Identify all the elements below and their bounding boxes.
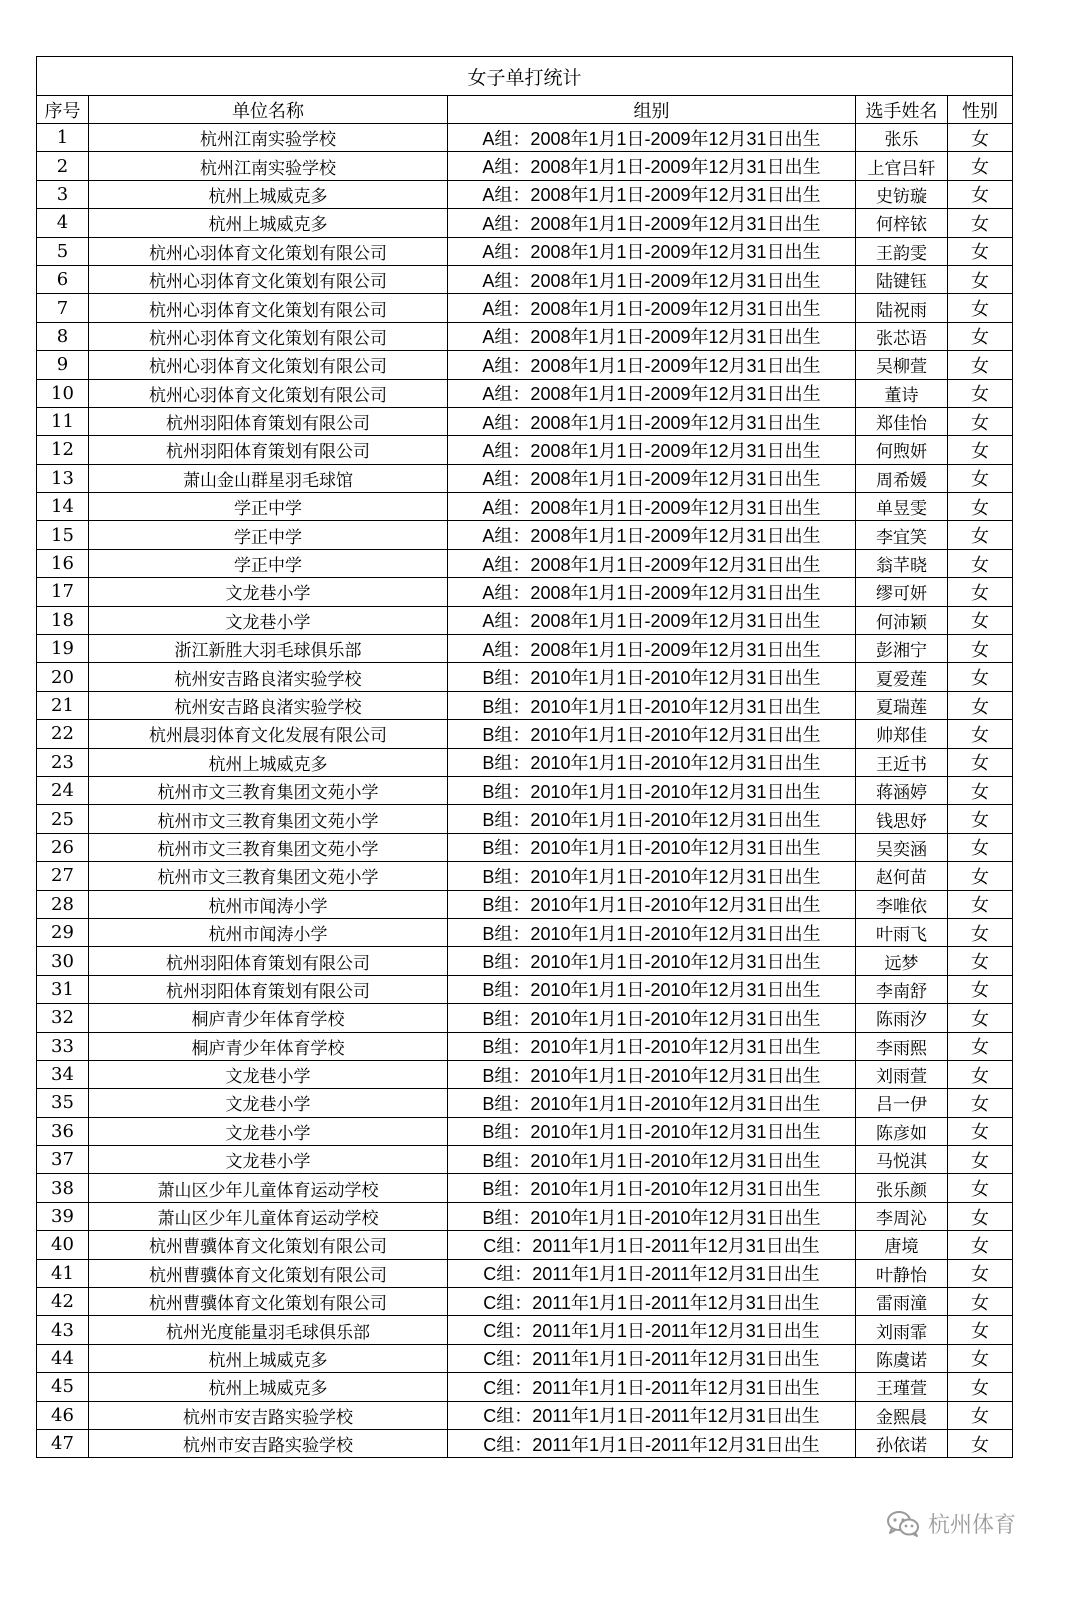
player-name-cell: 王韵雯 — [856, 237, 948, 265]
gender-cell: 女 — [948, 776, 1013, 804]
results-table — [36, 56, 1013, 1458]
table-row — [37, 180, 1013, 208]
unit-name-cell: 杭州上城威克多 — [89, 1344, 448, 1372]
player-name-cell: 刘雨萱 — [856, 1060, 948, 1088]
table-row — [37, 407, 1013, 435]
table-row — [37, 947, 1013, 975]
table-row — [37, 663, 1013, 691]
header-gender: 性别 — [948, 96, 1013, 124]
group-cell: A组：2008年1月1日-2009年12月31日出生 — [448, 152, 856, 180]
group-cell: C组：2011年1月1日-2011年12月31日出生 — [448, 1259, 856, 1287]
group-cell: B组：2010年1月1日-2010年12月31日出生 — [448, 975, 856, 1003]
table-row — [37, 237, 1013, 265]
group-cell: B组：2010年1月1日-2010年12月31日出生 — [448, 1117, 856, 1145]
table-row — [37, 436, 1013, 464]
group-cell: B组：2010年1月1日-2010年12月31日出生 — [448, 1202, 856, 1230]
table-row — [37, 1429, 1013, 1457]
table-row — [37, 748, 1013, 776]
row-index-cell: 28 — [37, 890, 89, 918]
unit-name-cell: 杭州市文三教育集团文苑小学 — [89, 833, 448, 861]
table-row — [37, 1202, 1013, 1230]
table-row — [37, 1117, 1013, 1145]
gender-cell: 女 — [948, 578, 1013, 606]
player-name-cell: 夏瑞莲 — [856, 691, 948, 719]
group-cell: A组：2008年1月1日-2009年12月31日出生 — [448, 265, 856, 293]
unit-name-cell: 杭州市安吉路实验学校 — [89, 1429, 448, 1457]
table-body — [37, 124, 1013, 1458]
header-player-name: 选手姓名 — [856, 96, 948, 124]
unit-name-cell: 杭州市安吉路实验学校 — [89, 1401, 448, 1429]
player-name-cell: 李南舒 — [856, 975, 948, 1003]
player-name-cell: 唐境 — [856, 1231, 948, 1259]
gender-cell: 女 — [948, 606, 1013, 634]
table-title: 女子单打统计 — [37, 57, 1013, 96]
player-name-cell: 彭湘宁 — [856, 635, 948, 663]
gender-cell: 女 — [948, 1117, 1013, 1145]
player-name-cell: 周希媛 — [856, 464, 948, 492]
player-name-cell: 史钫璇 — [856, 180, 948, 208]
player-name-cell: 何沛颖 — [856, 606, 948, 634]
table-row — [37, 1288, 1013, 1316]
group-cell: A组：2008年1月1日-2009年12月31日出生 — [448, 436, 856, 464]
player-name-cell: 刘雨霏 — [856, 1316, 948, 1344]
gender-cell: 女 — [948, 805, 1013, 833]
row-index-cell: 30 — [37, 947, 89, 975]
header-row — [37, 96, 1013, 124]
row-index-cell: 31 — [37, 975, 89, 1003]
group-cell: A组：2008年1月1日-2009年12月31日出生 — [448, 124, 856, 152]
table-row — [37, 833, 1013, 861]
row-index-cell: 39 — [37, 1202, 89, 1230]
group-cell: C组：2011年1月1日-2011年12月31日出生 — [448, 1373, 856, 1401]
gender-cell: 女 — [948, 351, 1013, 379]
player-name-cell: 陈雨汐 — [856, 1004, 948, 1032]
group-cell: B组：2010年1月1日-2010年12月31日出生 — [448, 805, 856, 833]
group-cell: A组：2008年1月1日-2009年12月31日出生 — [448, 521, 856, 549]
unit-name-cell: 杭州心羽体育文化策划有限公司 — [89, 322, 448, 350]
player-name-cell: 远梦 — [856, 947, 948, 975]
player-name-cell: 雷雨潼 — [856, 1288, 948, 1316]
row-index-cell: 37 — [37, 1146, 89, 1174]
row-index-cell: 16 — [37, 549, 89, 577]
watermark — [886, 1508, 1016, 1539]
gender-cell: 女 — [948, 691, 1013, 719]
group-cell: C组：2011年1月1日-2011年12月31日出生 — [448, 1344, 856, 1372]
gender-cell: 女 — [948, 720, 1013, 748]
gender-cell: 女 — [948, 180, 1013, 208]
row-index-cell: 10 — [37, 379, 89, 407]
unit-name-cell: 杭州心羽体育文化策划有限公司 — [89, 237, 448, 265]
row-index-cell: 38 — [37, 1174, 89, 1202]
row-index-cell: 20 — [37, 663, 89, 691]
table-row — [37, 322, 1013, 350]
player-name-cell: 吴奕涵 — [856, 833, 948, 861]
header-group: 组别 — [448, 96, 856, 124]
row-index-cell: 40 — [37, 1231, 89, 1259]
group-cell: B组：2010年1月1日-2010年12月31日出生 — [448, 947, 856, 975]
table-row — [37, 1032, 1013, 1060]
table-row — [37, 776, 1013, 804]
row-index-cell: 11 — [37, 407, 89, 435]
unit-name-cell: 文龙巷小学 — [89, 1146, 448, 1174]
group-cell: C组：2011年1月1日-2011年12月31日出生 — [448, 1316, 856, 1344]
table-row — [37, 606, 1013, 634]
gender-cell: 女 — [948, 1373, 1013, 1401]
player-name-cell: 陈彦如 — [856, 1117, 948, 1145]
unit-name-cell: 杭州羽阳体育策划有限公司 — [89, 436, 448, 464]
row-index-cell: 41 — [37, 1259, 89, 1287]
unit-name-cell: 杭州羽阳体育策划有限公司 — [89, 947, 448, 975]
group-cell: A组：2008年1月1日-2009年12月31日出生 — [448, 379, 856, 407]
gender-cell: 女 — [948, 436, 1013, 464]
gender-cell: 女 — [948, 1401, 1013, 1429]
table-row — [37, 1316, 1013, 1344]
gender-cell: 女 — [948, 918, 1013, 946]
table-row — [37, 1089, 1013, 1117]
player-name-cell: 李雨熙 — [856, 1032, 948, 1060]
table-row — [37, 1373, 1013, 1401]
player-name-cell: 蒋涵婷 — [856, 776, 948, 804]
player-name-cell: 赵何苗 — [856, 862, 948, 890]
unit-name-cell: 杭州曹骥体育文化策划有限公司 — [89, 1288, 448, 1316]
row-index-cell: 5 — [37, 237, 89, 265]
gender-cell: 女 — [948, 862, 1013, 890]
gender-cell: 女 — [948, 1231, 1013, 1259]
player-name-cell: 李周沁 — [856, 1202, 948, 1230]
unit-name-cell: 萧山金山群星羽毛球馆 — [89, 464, 448, 492]
table-row — [37, 265, 1013, 293]
row-index-cell: 45 — [37, 1373, 89, 1401]
group-cell: A组：2008年1月1日-2009年12月31日出生 — [448, 209, 856, 237]
unit-name-cell: 文龙巷小学 — [89, 1117, 448, 1145]
unit-name-cell: 学正中学 — [89, 521, 448, 549]
group-cell: A组：2008年1月1日-2009年12月31日出生 — [448, 549, 856, 577]
row-index-cell: 3 — [37, 180, 89, 208]
unit-name-cell: 萧山区少年儿童体育运动学校 — [89, 1202, 448, 1230]
row-index-cell: 19 — [37, 635, 89, 663]
row-index-cell: 9 — [37, 351, 89, 379]
unit-name-cell: 桐庐青少年体育学校 — [89, 1032, 448, 1060]
table-row — [37, 521, 1013, 549]
player-name-cell: 夏爱莲 — [856, 663, 948, 691]
unit-name-cell: 杭州上城威克多 — [89, 748, 448, 776]
row-index-cell: 15 — [37, 521, 89, 549]
row-index-cell: 13 — [37, 464, 89, 492]
gender-cell: 女 — [948, 407, 1013, 435]
unit-name-cell: 杭州心羽体育文化策划有限公司 — [89, 265, 448, 293]
table-row — [37, 1259, 1013, 1287]
gender-cell: 女 — [948, 947, 1013, 975]
player-name-cell: 张芯语 — [856, 322, 948, 350]
watermark-text: 杭州体育 — [927, 1513, 1016, 1538]
gender-cell: 女 — [948, 1174, 1013, 1202]
unit-name-cell: 杭州江南实验学校 — [89, 152, 448, 180]
player-name-cell: 何煦妍 — [856, 436, 948, 464]
row-index-cell: 23 — [37, 748, 89, 776]
player-name-cell: 帅郑佳 — [856, 720, 948, 748]
unit-name-cell: 杭州市文三教育集团文苑小学 — [89, 805, 448, 833]
table-row — [37, 152, 1013, 180]
unit-name-cell: 杭州羽阳体育策划有限公司 — [89, 975, 448, 1003]
gender-cell: 女 — [948, 1089, 1013, 1117]
table-row — [37, 1401, 1013, 1429]
row-index-cell: 24 — [37, 776, 89, 804]
row-index-cell: 27 — [37, 862, 89, 890]
unit-name-cell: 学正中学 — [89, 549, 448, 577]
group-cell: B组：2010年1月1日-2010年12月31日出生 — [448, 1032, 856, 1060]
gender-cell: 女 — [948, 1288, 1013, 1316]
unit-name-cell: 杭州市闻涛小学 — [89, 918, 448, 946]
player-name-cell: 何梓铱 — [856, 209, 948, 237]
group-cell: B组：2010年1月1日-2010年12月31日出生 — [448, 1146, 856, 1174]
group-cell: B组：2010年1月1日-2010年12月31日出生 — [448, 918, 856, 946]
player-name-cell: 陆键钰 — [856, 265, 948, 293]
group-cell: B组：2010年1月1日-2010年12月31日出生 — [448, 663, 856, 691]
unit-name-cell: 杭州曹骥体育文化策划有限公司 — [89, 1259, 448, 1287]
row-index-cell: 7 — [37, 294, 89, 322]
row-index-cell: 17 — [37, 578, 89, 606]
gender-cell: 女 — [948, 1429, 1013, 1457]
gender-cell: 女 — [948, 237, 1013, 265]
row-index-cell: 46 — [37, 1401, 89, 1429]
row-index-cell: 2 — [37, 152, 89, 180]
unit-name-cell: 文龙巷小学 — [89, 578, 448, 606]
row-index-cell: 1 — [37, 124, 89, 152]
player-name-cell: 吴柳萱 — [856, 351, 948, 379]
row-index-cell: 42 — [37, 1288, 89, 1316]
player-name-cell: 董诗 — [856, 379, 948, 407]
unit-name-cell: 杭州市闻涛小学 — [89, 890, 448, 918]
player-name-cell: 缪可妍 — [856, 578, 948, 606]
unit-name-cell: 杭州心羽体育文化策划有限公司 — [89, 294, 448, 322]
table-row — [37, 720, 1013, 748]
wechat-icon — [886, 1510, 920, 1538]
unit-name-cell: 萧山区少年儿童体育运动学校 — [89, 1174, 448, 1202]
gender-cell: 女 — [948, 890, 1013, 918]
table-row — [37, 1174, 1013, 1202]
group-cell: A组：2008年1月1日-2009年12月31日出生 — [448, 493, 856, 521]
unit-name-cell: 杭州市文三教育集团文苑小学 — [89, 862, 448, 890]
player-name-cell: 孙依诺 — [856, 1429, 948, 1457]
gender-cell: 女 — [948, 265, 1013, 293]
gender-cell: 女 — [948, 748, 1013, 776]
player-name-cell: 李唯依 — [856, 890, 948, 918]
group-cell: C组：2011年1月1日-2011年12月31日出生 — [448, 1231, 856, 1259]
group-cell: C组：2011年1月1日-2011年12月31日出生 — [448, 1429, 856, 1457]
unit-name-cell: 杭州市文三教育集团文苑小学 — [89, 776, 448, 804]
group-cell: B组：2010年1月1日-2010年12月31日出生 — [448, 720, 856, 748]
group-cell: A组：2008年1月1日-2009年12月31日出生 — [448, 578, 856, 606]
player-name-cell: 单昱雯 — [856, 493, 948, 521]
player-name-cell: 钱思妤 — [856, 805, 948, 833]
table-row — [37, 493, 1013, 521]
table-row — [37, 1344, 1013, 1372]
row-index-cell: 6 — [37, 265, 89, 293]
table-row — [37, 578, 1013, 606]
unit-name-cell: 杭州安吉路良渚实验学校 — [89, 663, 448, 691]
group-cell: B组：2010年1月1日-2010年12月31日出生 — [448, 1089, 856, 1117]
gender-cell: 女 — [948, 1259, 1013, 1287]
table-row — [37, 549, 1013, 577]
group-cell: B组：2010年1月1日-2010年12月31日出生 — [448, 691, 856, 719]
row-index-cell: 21 — [37, 691, 89, 719]
unit-name-cell: 杭州曹骥体育文化策划有限公司 — [89, 1231, 448, 1259]
table-row — [37, 862, 1013, 890]
unit-name-cell: 桐庐青少年体育学校 — [89, 1004, 448, 1032]
gender-cell: 女 — [948, 1202, 1013, 1230]
table-row — [37, 1146, 1013, 1174]
group-cell: A组：2008年1月1日-2009年12月31日出生 — [448, 180, 856, 208]
gender-cell: 女 — [948, 464, 1013, 492]
row-index-cell: 14 — [37, 493, 89, 521]
player-name-cell: 翁芊晓 — [856, 549, 948, 577]
row-index-cell: 32 — [37, 1004, 89, 1032]
row-index-cell: 47 — [37, 1429, 89, 1457]
table-row — [37, 635, 1013, 663]
row-index-cell: 18 — [37, 606, 89, 634]
unit-name-cell: 杭州心羽体育文化策划有限公司 — [89, 351, 448, 379]
gender-cell: 女 — [948, 549, 1013, 577]
table-row — [37, 805, 1013, 833]
row-index-cell: 44 — [37, 1344, 89, 1372]
player-name-cell: 吕一伊 — [856, 1089, 948, 1117]
group-cell: B组：2010年1月1日-2010年12月31日出生 — [448, 1060, 856, 1088]
group-cell: B组：2010年1月1日-2010年12月31日出生 — [448, 890, 856, 918]
unit-name-cell: 杭州心羽体育文化策划有限公司 — [89, 379, 448, 407]
table-row — [37, 1231, 1013, 1259]
player-name-cell: 郑佳怡 — [856, 407, 948, 435]
unit-name-cell: 杭州羽阳体育策划有限公司 — [89, 407, 448, 435]
row-index-cell: 4 — [37, 209, 89, 237]
unit-name-cell: 文龙巷小学 — [89, 606, 448, 634]
unit-name-cell: 浙江新胜大羽毛球俱乐部 — [89, 635, 448, 663]
row-index-cell: 43 — [37, 1316, 89, 1344]
unit-name-cell: 文龙巷小学 — [89, 1060, 448, 1088]
table-row — [37, 1004, 1013, 1032]
table-row — [37, 124, 1013, 152]
player-name-cell: 陈虞诺 — [856, 1344, 948, 1372]
unit-name-cell: 文龙巷小学 — [89, 1089, 448, 1117]
gender-cell: 女 — [948, 521, 1013, 549]
gender-cell: 女 — [948, 833, 1013, 861]
gender-cell: 女 — [948, 379, 1013, 407]
row-index-cell: 34 — [37, 1060, 89, 1088]
row-index-cell: 26 — [37, 833, 89, 861]
row-index-cell: 33 — [37, 1032, 89, 1060]
player-name-cell: 陆祝雨 — [856, 294, 948, 322]
player-name-cell: 张乐颜 — [856, 1174, 948, 1202]
unit-name-cell: 杭州上城威克多 — [89, 209, 448, 237]
player-name-cell: 王近书 — [856, 748, 948, 776]
unit-name-cell: 杭州安吉路良渚实验学校 — [89, 691, 448, 719]
gender-cell: 女 — [948, 209, 1013, 237]
unit-name-cell: 杭州上城威克多 — [89, 1373, 448, 1401]
player-name-cell: 叶雨飞 — [856, 918, 948, 946]
player-name-cell: 张乐 — [856, 124, 948, 152]
gender-cell: 女 — [948, 1060, 1013, 1088]
table-row — [37, 294, 1013, 322]
group-cell: C组：2011年1月1日-2011年12月31日出生 — [448, 1401, 856, 1429]
gender-cell: 女 — [948, 1146, 1013, 1174]
group-cell: B组：2010年1月1日-2010年12月31日出生 — [448, 862, 856, 890]
group-cell: A组：2008年1月1日-2009年12月31日出生 — [448, 294, 856, 322]
unit-name-cell: 杭州上城威克多 — [89, 180, 448, 208]
gender-cell: 女 — [948, 1032, 1013, 1060]
group-cell: A组：2008年1月1日-2009年12月31日出生 — [448, 351, 856, 379]
gender-cell: 女 — [948, 663, 1013, 691]
group-cell: B组：2010年1月1日-2010年12月31日出生 — [448, 1004, 856, 1032]
group-cell: A组：2008年1月1日-2009年12月31日出生 — [448, 606, 856, 634]
group-cell: A组：2008年1月1日-2009年12月31日出生 — [448, 407, 856, 435]
unit-name-cell: 杭州晨羽体育文化发展有限公司 — [89, 720, 448, 748]
table-row — [37, 691, 1013, 719]
player-name-cell: 叶静怡 — [856, 1259, 948, 1287]
player-name-cell: 王瑾萱 — [856, 1373, 948, 1401]
row-index-cell: 22 — [37, 720, 89, 748]
row-index-cell: 8 — [37, 322, 89, 350]
group-cell: A组：2008年1月1日-2009年12月31日出生 — [448, 322, 856, 350]
gender-cell: 女 — [948, 1344, 1013, 1372]
group-cell: B组：2010年1月1日-2010年12月31日出生 — [448, 748, 856, 776]
group-cell: A组：2008年1月1日-2009年12月31日出生 — [448, 237, 856, 265]
gender-cell: 女 — [948, 493, 1013, 521]
gender-cell: 女 — [948, 975, 1013, 1003]
table-row — [37, 918, 1013, 946]
player-name-cell: 马悦淇 — [856, 1146, 948, 1174]
table-row — [37, 209, 1013, 237]
row-index-cell: 36 — [37, 1117, 89, 1145]
table-row — [37, 351, 1013, 379]
row-index-cell: 29 — [37, 918, 89, 946]
row-index-cell: 25 — [37, 805, 89, 833]
table-row — [37, 975, 1013, 1003]
group-cell: B组：2010年1月1日-2010年12月31日出生 — [448, 1174, 856, 1202]
gender-cell: 女 — [948, 152, 1013, 180]
gender-cell: 女 — [948, 294, 1013, 322]
unit-name-cell: 学正中学 — [89, 493, 448, 521]
group-cell: B组：2010年1月1日-2010年12月31日出生 — [448, 776, 856, 804]
unit-name-cell: 杭州光度能量羽毛球俱乐部 — [89, 1316, 448, 1344]
table-row — [37, 379, 1013, 407]
table-row — [37, 1060, 1013, 1088]
gender-cell: 女 — [948, 1004, 1013, 1032]
gender-cell: 女 — [948, 322, 1013, 350]
header-index: 序号 — [37, 96, 89, 124]
gender-cell: 女 — [948, 635, 1013, 663]
row-index-cell: 12 — [37, 436, 89, 464]
player-name-cell: 李宜笑 — [856, 521, 948, 549]
player-name-cell: 金熙晨 — [856, 1401, 948, 1429]
table-title-row — [37, 57, 1013, 96]
unit-name-cell: 杭州江南实验学校 — [89, 124, 448, 152]
table-row — [37, 890, 1013, 918]
row-index-cell: 35 — [37, 1089, 89, 1117]
group-cell: A组：2008年1月1日-2009年12月31日出生 — [448, 635, 856, 663]
gender-cell: 女 — [948, 124, 1013, 152]
group-cell: A组：2008年1月1日-2009年12月31日出生 — [448, 464, 856, 492]
header-unit: 单位名称 — [89, 96, 448, 124]
group-cell: B组：2010年1月1日-2010年12月31日出生 — [448, 833, 856, 861]
table-row — [37, 464, 1013, 492]
group-cell: C组：2011年1月1日-2011年12月31日出生 — [448, 1288, 856, 1316]
player-name-cell: 上官吕轩 — [856, 152, 948, 180]
gender-cell: 女 — [948, 1316, 1013, 1344]
